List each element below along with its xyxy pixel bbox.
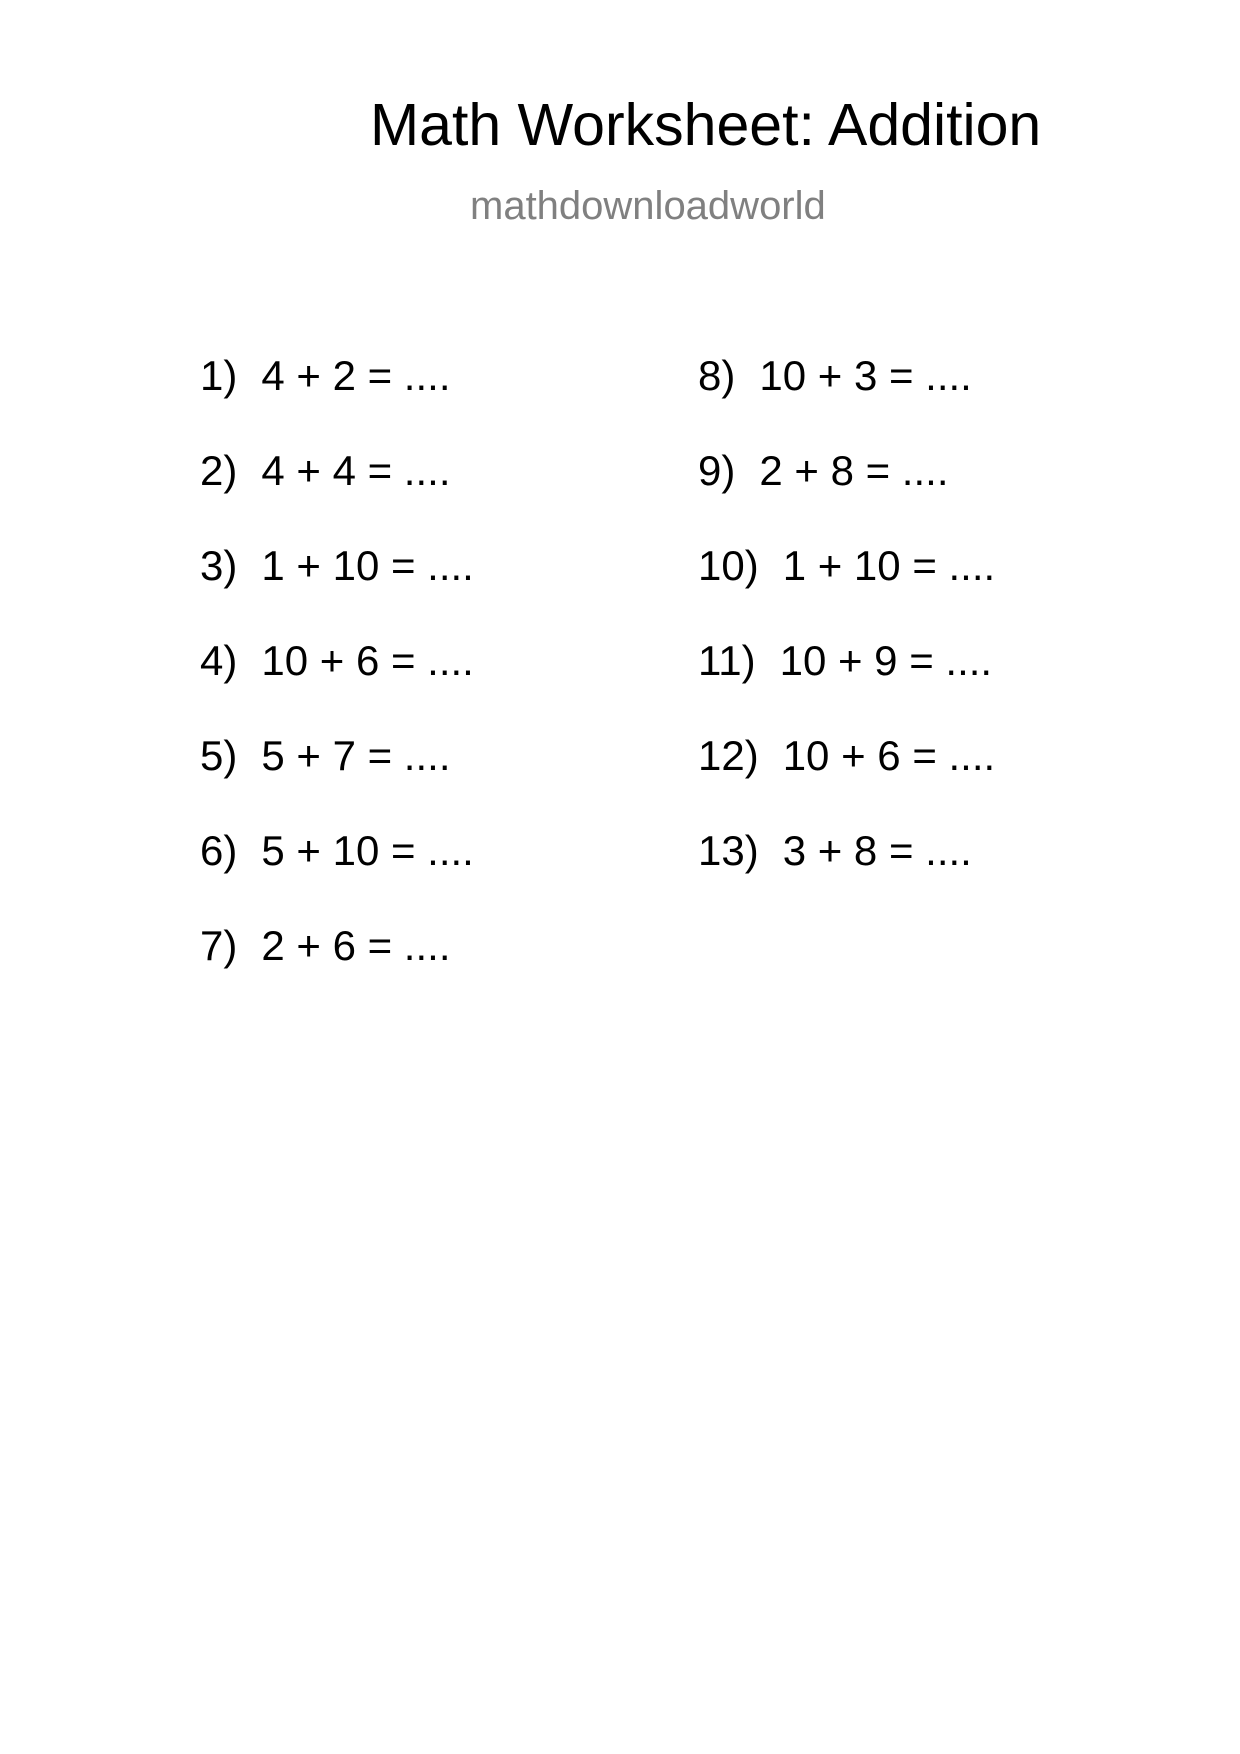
problem-6 (200, 827, 474, 922)
worksheet-title: Math Worksheet: Addition (370, 92, 1042, 158)
problem-expression: 10 + 6 = .... (782, 732, 996, 779)
problem-expression: 2 + 8 = .... (759, 447, 949, 494)
problem-12 (698, 732, 995, 827)
problem-4 (200, 637, 474, 732)
problems-right-column (698, 352, 995, 922)
problem-expression: 3 + 8 = .... (782, 827, 972, 874)
problem-expression: 10 + 9 = .... (779, 637, 993, 684)
problem-9 (698, 447, 995, 542)
problem-10 (698, 542, 995, 637)
problem-8 (698, 352, 995, 447)
problem-expression: 5 + 10 = .... (261, 827, 474, 874)
problem-3 (200, 542, 474, 637)
problem-expression: 5 + 7 = .... (261, 732, 451, 779)
problem-7 (200, 922, 474, 1017)
problem-expression: 10 + 3 = .... (759, 352, 972, 399)
problem-2 (200, 447, 474, 542)
problem-11 (698, 637, 995, 732)
problem-number: 11) (698, 637, 756, 684)
problem-number: 8) (698, 352, 736, 399)
problem-5 (200, 732, 474, 827)
problem-expression: 2 + 6 = .... (261, 922, 451, 969)
problem-number: 6) (200, 827, 238, 874)
problem-expression: 4 + 4 = .... (261, 447, 451, 494)
problem-number: 7) (200, 922, 238, 969)
problem-number: 4) (200, 637, 238, 684)
problem-expression: 10 + 6 = .... (261, 637, 474, 684)
problem-expression: 4 + 2 = .... (261, 352, 451, 399)
problem-number: 12) (698, 732, 759, 779)
problem-number: 2) (200, 447, 238, 494)
problem-number: 9) (698, 447, 736, 494)
problem-number: 1) (200, 352, 238, 399)
problem-number: 10) (698, 542, 759, 589)
problems-left-column (200, 352, 474, 1017)
problem-number: 5) (200, 732, 238, 779)
problem-13 (698, 827, 995, 922)
problem-number: 13) (698, 827, 759, 874)
problem-1 (200, 352, 474, 447)
problem-expression: 1 + 10 = .... (261, 542, 474, 589)
problem-number: 3) (200, 542, 238, 589)
worksheet-subtitle: mathdownloadworld (470, 184, 826, 228)
problem-expression: 1 + 10 = .... (782, 542, 996, 589)
